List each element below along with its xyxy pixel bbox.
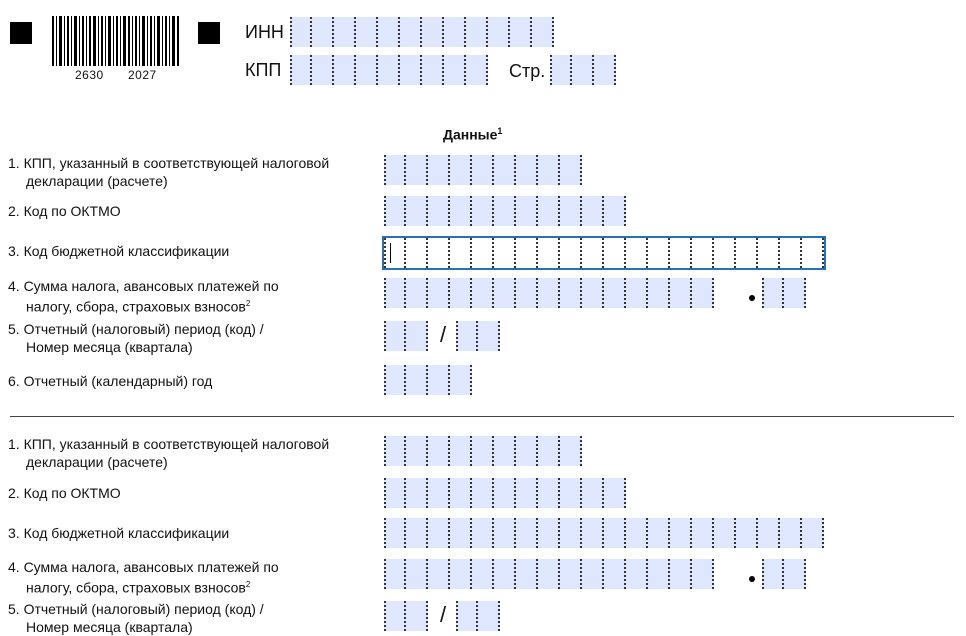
registration-marker-right [198,22,220,44]
char-cell[interactable] [428,196,450,226]
char-cell[interactable] [334,55,356,85]
year-field[interactable] [384,365,472,395]
char-cell[interactable] [466,17,488,47]
char-cell[interactable] [670,518,692,548]
kpp-field[interactable] [290,55,488,85]
tax-amount-rubles-field[interactable] [384,278,714,308]
char-cell[interactable] [626,518,648,548]
char-cell[interactable] [406,436,428,466]
char-cell[interactable] [450,518,472,548]
tax-amount-footnote: 2 [245,299,251,308]
char-cell[interactable] [626,559,648,589]
char-cell[interactable] [560,478,582,508]
char-cell[interactable] [472,155,494,185]
barcode-number-left: 2630 [72,68,107,82]
oktmo-label: 2. Код по ОКТМО [8,485,121,501]
char-cell[interactable] [494,196,516,226]
section-title-footnote: 1 [497,126,503,136]
char-cell[interactable] [472,278,494,308]
char-cell[interactable] [384,238,406,268]
char-cell[interactable] [378,17,400,47]
char-cell[interactable] [384,436,406,466]
kbk-label: 3. Код бюджетной классификации [8,243,230,259]
page-number-field[interactable] [550,55,616,85]
char-cell[interactable] [648,238,670,268]
inn-label: ИНН [245,22,284,42]
period-label-line2: Номер месяца (квартала) [26,619,193,635]
char-cell[interactable] [488,17,510,47]
char-cell[interactable] [560,518,582,548]
char-cell[interactable] [428,559,450,589]
char-cell[interactable] [312,55,334,85]
char-cell[interactable] [582,478,604,508]
char-cell[interactable] [406,196,428,226]
kpp-declaration-label-line1: 1. КПП, указанный в соответствующей налоговой [8,436,330,452]
char-cell[interactable] [538,518,560,548]
char-cell[interactable] [784,559,806,589]
char-cell[interactable] [670,559,692,589]
char-cell[interactable] [450,559,472,589]
char-cell[interactable] [648,559,670,589]
char-cell[interactable] [780,238,802,268]
char-cell[interactable] [532,17,554,47]
char-cell[interactable] [428,518,450,548]
char-cell[interactable] [472,478,494,508]
char-cell[interactable] [582,196,604,226]
tax-amount-label-line2 [8,576,279,597]
text-cursor [390,243,391,263]
oktmo-label: 2. Код по ОКТМО [8,203,121,219]
decimal-point [749,576,755,582]
period-label [8,320,264,356]
char-cell[interactable] [384,155,406,185]
char-cell[interactable] [802,518,824,548]
year-label: 6. Отчетный (календарный) год [8,373,213,389]
char-cell[interactable] [378,55,400,85]
char-cell[interactable] [450,365,472,395]
tax-amount-kopecks-field[interactable] [762,559,806,589]
char-cell[interactable] [422,17,444,47]
period-month-field[interactable] [456,321,500,351]
char-cell[interactable] [802,238,824,268]
char-cell[interactable] [312,17,334,47]
char-cell[interactable] [516,155,538,185]
char-cell[interactable] [582,278,604,308]
char-cell[interactable] [428,155,450,185]
period-separator: / [440,602,447,627]
char-cell[interactable] [560,238,582,268]
kpp-declaration-label [8,435,329,471]
char-cell[interactable] [456,601,478,631]
tax-amount-label [8,277,279,316]
period-month-field[interactable] [456,601,500,631]
char-cell[interactable] [334,17,356,47]
char-cell[interactable] [406,155,428,185]
char-cell[interactable] [670,278,692,308]
char-cell[interactable] [560,436,582,466]
char-cell[interactable] [472,518,494,548]
char-cell[interactable] [472,196,494,226]
char-cell[interactable] [290,17,312,47]
char-cell[interactable] [384,321,406,351]
period-label-line1: 5. Отчетный (налоговый) период (код) / [8,601,264,617]
char-cell[interactable] [406,601,428,631]
char-cell[interactable] [494,436,516,466]
char-cell[interactable] [692,278,714,308]
char-cell[interactable] [472,559,494,589]
char-cell[interactable] [604,196,626,226]
char-cell[interactable] [428,365,450,395]
char-cell[interactable] [422,55,444,85]
tax-amount-rubles-field[interactable] [384,559,714,589]
inn-field[interactable] [290,17,554,47]
kpp-declaration-label [8,154,329,190]
char-cell[interactable] [604,278,626,308]
char-cell[interactable] [582,518,604,548]
char-cell[interactable] [450,478,472,508]
char-cell[interactable] [516,518,538,548]
barcode-number-right: 2027 [125,68,160,82]
tax-amount-footnote: 2 [245,580,251,589]
char-cell[interactable] [400,55,422,85]
barcode-icon [50,16,180,66]
char-cell[interactable] [356,17,378,47]
char-cell[interactable] [510,17,532,47]
char-cell[interactable] [406,321,428,351]
period-label [8,600,264,636]
barcode [50,16,180,68]
char-cell[interactable] [560,559,582,589]
char-cell[interactable] [478,321,500,351]
kbk-label: 3. Код бюджетной классификации [8,525,230,541]
char-cell[interactable] [538,155,560,185]
char-cell[interactable] [762,278,784,308]
char-cell[interactable] [516,278,538,308]
char-cell[interactable] [290,55,312,85]
char-cell[interactable] [428,238,450,268]
char-cell[interactable] [670,238,692,268]
char-cell[interactable] [560,155,582,185]
tax-amount-label-line2 [8,295,279,316]
char-cell[interactable] [450,196,472,226]
period-code-field[interactable] [384,321,428,351]
char-cell[interactable] [384,478,406,508]
char-cell[interactable] [626,238,648,268]
char-cell[interactable] [384,196,406,226]
char-cell[interactable] [714,518,736,548]
kpp-declaration-field[interactable] [384,436,582,466]
section-title [443,126,502,143]
char-cell[interactable] [494,238,516,268]
char-cell[interactable] [406,559,428,589]
char-cell[interactable] [582,238,604,268]
page-label: Стр. [509,61,546,81]
char-cell[interactable] [406,238,428,268]
char-cell[interactable] [604,478,626,508]
char-cell[interactable] [538,278,560,308]
char-cell[interactable] [780,518,802,548]
char-cell[interactable] [516,478,538,508]
tax-amount-label-line1: 4. Сумма налога, авансовых платежей по [8,559,279,575]
char-cell[interactable] [516,559,538,589]
char-cell[interactable] [494,518,516,548]
char-cell[interactable] [494,478,516,508]
char-cell[interactable] [692,518,714,548]
char-cell[interactable] [648,278,670,308]
char-cell[interactable] [604,518,626,548]
char-cell[interactable] [450,155,472,185]
char-cell[interactable] [692,559,714,589]
char-cell[interactable] [450,238,472,268]
char-cell[interactable] [384,559,406,589]
char-cell[interactable] [428,278,450,308]
decimal-point [749,295,755,301]
char-cell[interactable] [582,559,604,589]
kbk-field[interactable] [384,518,824,548]
char-cell[interactable] [784,278,806,308]
registration-marker-left [10,22,32,44]
char-cell[interactable] [428,436,450,466]
char-cell[interactable] [516,436,538,466]
char-cell[interactable] [648,518,670,548]
tax-amount-label-line2-text: налогу, сбора, страховых взносов [26,298,246,315]
char-cell[interactable] [572,55,594,85]
section-title-text: Данные [443,126,498,143]
char-cell[interactable] [604,238,626,268]
kpp-declaration-label-line2: декларации (расчете) [26,454,168,470]
char-cell[interactable] [406,518,428,548]
oktmo-field[interactable] [384,478,626,508]
char-cell[interactable] [456,321,478,351]
char-cell[interactable] [550,55,572,85]
char-cell[interactable] [560,278,582,308]
char-cell[interactable] [406,278,428,308]
char-cell[interactable] [516,196,538,226]
char-cell[interactable] [400,17,422,47]
char-cell[interactable] [538,238,560,268]
char-cell[interactable] [472,238,494,268]
char-cell[interactable] [450,278,472,308]
char-cell[interactable] [384,365,406,395]
char-cell[interactable] [494,278,516,308]
char-cell[interactable] [466,55,488,85]
tax-amount-label-line1: 4. Сумма налога, авансовых платежей по [8,278,279,294]
char-cell[interactable] [444,17,466,47]
char-cell[interactable] [538,436,560,466]
char-cell[interactable] [472,436,494,466]
char-cell[interactable] [384,518,406,548]
char-cell[interactable] [594,55,616,85]
char-cell[interactable] [626,278,648,308]
tax-amount-kopecks-field[interactable] [762,278,806,308]
period-separator: / [440,322,447,347]
kbk-field[interactable] [384,238,824,268]
char-cell[interactable] [762,559,784,589]
tax-amount-label-line2-text: налогу, сбора, страховых взносов [26,579,246,596]
char-cell[interactable] [560,196,582,226]
char-cell[interactable] [538,559,560,589]
kpp-declaration-label-line1: 1. КПП, указанный в соответствующей налоговой [8,155,330,171]
kpp-label: КПП [245,60,282,80]
char-cell[interactable] [450,436,472,466]
char-cell[interactable] [494,155,516,185]
char-cell[interactable] [758,238,780,268]
char-cell[interactable] [478,601,500,631]
char-cell[interactable] [604,559,626,589]
section-divider [10,416,954,417]
char-cell[interactable] [736,518,758,548]
period-code-field[interactable] [384,601,428,631]
period-label-line2: Номер месяца (квартала) [26,339,193,355]
char-cell[interactable] [428,478,450,508]
char-cell[interactable] [758,518,780,548]
char-cell[interactable] [406,478,428,508]
char-cell[interactable] [714,238,736,268]
period-label-line1: 5. Отчетный (налоговый) период (код) / [8,321,264,337]
char-cell[interactable] [538,478,560,508]
char-cell[interactable] [406,365,428,395]
kpp-declaration-field[interactable] [384,155,582,185]
char-cell[interactable] [494,559,516,589]
char-cell[interactable] [692,238,714,268]
char-cell[interactable] [356,55,378,85]
char-cell[interactable] [444,55,466,85]
tax-amount-label [8,558,279,597]
char-cell[interactable] [384,601,406,631]
oktmo-field[interactable] [384,196,626,226]
char-cell[interactable] [538,196,560,226]
char-cell[interactable] [516,238,538,268]
char-cell[interactable] [384,278,406,308]
char-cell[interactable] [736,238,758,268]
kpp-declaration-label-line2: декларации (расчете) [26,173,168,189]
